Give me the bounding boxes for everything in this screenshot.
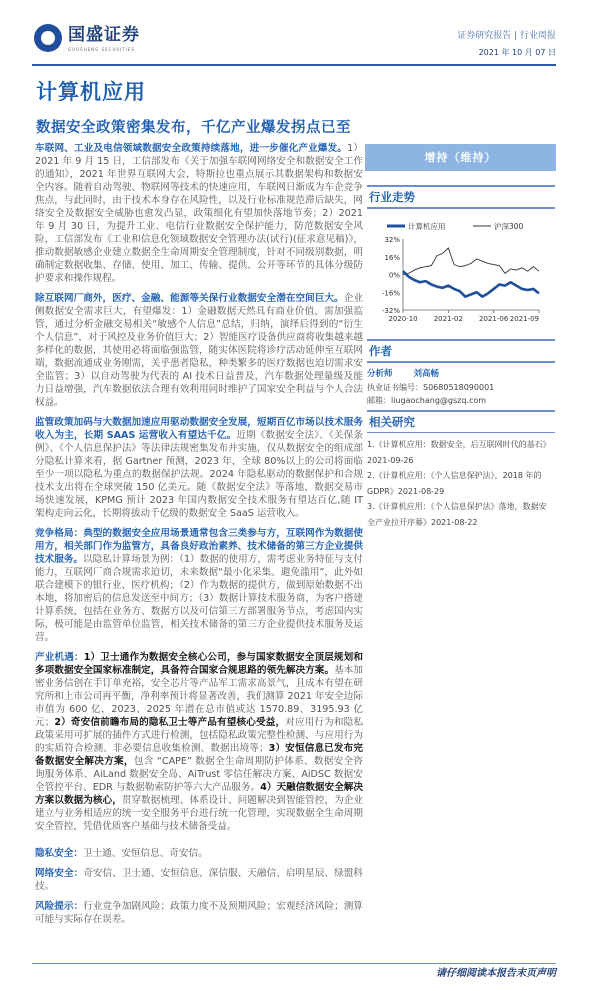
content-columns	[32, 142, 556, 933]
x-tick-label: 2021-02	[433, 315, 463, 323]
email-link[interactable]: liugaochang@gszq.com	[391, 396, 487, 405]
footer-divider	[32, 963, 556, 964]
report-paragraph	[35, 847, 363, 860]
header-divider	[32, 64, 556, 66]
report-paragraph	[35, 416, 363, 520]
x-tick-label: 2020-10	[388, 315, 418, 323]
paragraph-text: 以隐私计算场景为例：（1）数据的使用方，需考虑业务特征与支付能力，互联网厂商合规需求迫切，未来数据“最小化采集、避免滥用”，此外如联合建模下的银行业、医疗机构；（2）作为数据的提供方，做到原始数据不出本地，将加密后的信息发送至中间方；（3）数据计算技术服务商，为客户搭建计算系统，包括在业务方、数据方以及可信第三方部署服务节点，考虑国内实际，极可能是由监管单位监管，相关技术储备的第三方企业提供技术服务及运营。	[35, 554, 363, 643]
legend-label: 沪深300	[494, 222, 524, 231]
brand-logo	[34, 22, 174, 56]
trend-heading: 行业走势	[367, 185, 555, 209]
related-heading: 相关研究	[367, 410, 555, 433]
paragraph-highlight: 4）天融信数据安全解决方案以数据为核心，	[35, 782, 363, 806]
page-subtitle: 数据安全政策密集发布，千亿产业爆发拐点已至	[36, 120, 351, 136]
related-item[interactable]: 2.《计算机应用：《个人信息保护法》，2018 年的 GDPR》2021-08-29	[367, 471, 542, 496]
paragraph-text: 对应用行为和隐私政策采用可扩展的插件方式进行检测，包括隐私政策完整性检测、与应用行为的实质符合检测、非必要信息收集检测、数据出境等；	[35, 717, 364, 754]
legend-label: 计算机应用	[408, 222, 446, 231]
author-heading: 作者	[367, 339, 555, 363]
paragraph-text: 企业侧数据安全需求巨大，有望爆发：1）金融数据天然具有商业价值，需加强监管，通过分析金融交易相关“敏感个人信息”总结，归纳，演绎后得到的“衍生个人信息”，对于风控及业务价值巨大；2）智能医疗设备供应商将收集越来越多样化的数据，其使用必将面临强监管，随实体医院将诊疗活动延伸至互联网端，数据流通成业务刚需，关乎患者隐私，种类繁多的医疗数据也迫切需求安全监管；3）以自动驾驶为代表的 AI 技术日益普及，汽车数据处理量级及能力日益增强，汽车数据依法合理有效利用同时维护了国家安全利益与个人合法权益。	[35, 293, 364, 408]
paragraph-lead: 网络安全：	[35, 868, 84, 879]
paragraph-lead: 风险提示：	[35, 901, 84, 912]
related-list	[367, 437, 551, 530]
paragraph-text: 近期《数据安全法》、《关保条例》、《个人信息保护法》等法律法规密集发布并实施，仅从数据安全的组成部分隐私计算来看，据 Gartner 预测，2023 年，全球 80%以上的公司将面临至少一项以隐私为重点的数据保护法规。2024 年隐私驱动的数据保护和合规技术支出将在全球突破 150 亿美元。随《数据安全法》等落地，数据交易市场快速发展，KPMG 预计 2023 年国内数据安全技术服务有望达百亿,随 IT 架构走向云化，长期将拔动千亿级的数据安全 SaaS 运营收入。	[35, 430, 363, 519]
paragraph-lead: 产业机遇：	[35, 652, 84, 663]
email	[367, 394, 551, 407]
trend-chart-container	[365, 217, 556, 329]
report-type: 证券研究报告 | 行业周报	[457, 31, 556, 41]
sidebar	[365, 142, 556, 933]
footer-disclaimer: 请仔细阅读本报告末页声明	[436, 968, 556, 979]
series-line-computer-apps	[403, 271, 539, 297]
report-paragraph	[35, 867, 363, 893]
logo-icon	[34, 24, 62, 52]
series-line-csi300	[403, 248, 539, 275]
trend-chart	[365, 217, 555, 329]
paragraph-lead: 车联网、工业及电信领域数据安全政策持续落地，进一步催化产业爆发。	[35, 143, 348, 154]
y-tick-label: 16%	[384, 253, 400, 262]
report-paragraph	[35, 900, 363, 926]
x-tick-label: 2021-09	[509, 315, 539, 323]
report-date: 2021 年 10 月 07 日	[478, 48, 556, 57]
paragraph-highlight: 1）卫士通作为数据安全核心公司，参与国家数据安全顶层规划和多项数据安全国家标准制定，具备符合国家合规思路的领先解决方案。	[35, 652, 363, 676]
report-paragraph	[35, 292, 363, 409]
analyst	[367, 368, 551, 381]
x-tick-label: 2021-06	[479, 315, 509, 323]
brand-name: 国盛证券	[68, 25, 140, 45]
report-paragraph	[35, 142, 363, 285]
paragraph-highlight: 2）奇安信前瞻布局的隐私卫士等产品有望核心受益，	[54, 717, 286, 728]
rating-badge: 增持（维持）	[365, 144, 556, 171]
paragraph-lead: 除互联网厂商外，医疗、金融、能源等关保行业数据安全潜在空间巨大。	[35, 293, 344, 304]
y-tick-label: 32%	[384, 236, 400, 244]
related-item[interactable]: 1.《计算机应用：数据安全，后互联网时代的基石》2021-09-26	[367, 440, 551, 465]
license-label: 执业证书编号：	[367, 383, 423, 392]
report-body	[35, 142, 363, 933]
page-header	[32, 22, 556, 64]
email-label: 邮箱：	[367, 396, 391, 405]
license-number: S0680518090001	[423, 383, 495, 392]
related-item[interactable]: 3.《计算机应用：《个人信息保护法》落地，数据安全产业拉开序幕》2021-08-22	[367, 502, 547, 527]
license	[367, 381, 551, 394]
report-paragraph	[35, 651, 363, 833]
analyst-name: 刘高畅	[413, 369, 439, 379]
analyst-label: 分析师	[367, 369, 393, 379]
paragraph-text: 奇安信、卫士通、安恒信息、深信服、天融信、启明星辰、绿盟科技。	[35, 868, 364, 892]
paragraph-text: 卫士通、安恒信息、奇安信。	[82, 848, 208, 859]
paragraph-lead: 隐私安全：	[35, 848, 83, 859]
y-tick-label: -16%	[381, 289, 400, 298]
paragraph-highlight: 3）安恒信息已发布完备数据安全解决方案，	[35, 743, 364, 767]
paragraph-text: 1）2021 年 9 月 15 日，工信部发布《关于加强车联网网络安全和数据安全工作的通知》，2021 年世界互联网大会，特斯拉也重点展示其数据架构和数据安全内容。随着自动驾驶、物联网等技术的快速应用，车联网日渐成为车企竞争焦点，与此同时，由于技术本身存在风险性，以及行业标准规范滞后缺失，网络安全及数据安全威胁也愈发凸显，政策细化有望加快落地节奏；2）2021 年 9 月 30 日，为提升工业、电信行业数据安全保护能力，防范数据安全风险，工信部发布《工业和信息化领域数据安全管理办法(试行)(征求意见稿)》，推动数据敏感企业建立数据全生命周期安全管理制度，针对不同级别数据，明确制定数据收集、存储、使用、加工、传输、提供、公开等环节的具体分级防护要求和操作规程。	[35, 143, 363, 284]
paragraph-text: 贯穿数据梳理、体系设计、问题解决到智能管控，为企业建立与业务相适应的统一安全服务平台进行统一化管理，实现数据全生命周期安全管控，凭借优质客户基础与技术储备受益。	[35, 795, 364, 832]
paragraph-lead: 竞争格局：典型的数据安全应用场景通常包含三类参与方，互联网作为数据使用方，相关部门作为监管方，具备良好政治素养、技术储备的第三方企业提供技术服务。	[35, 528, 363, 565]
page-title: 计算机应用	[36, 80, 146, 104]
y-tick-label: 0%	[388, 271, 400, 280]
paragraph-text: 行业竞争加剧风险；政策力度不及预期风险；宏观经济风险；测算可能与实际存在误差。	[35, 901, 364, 925]
paragraph-text: 基本加密业务信创在手订单充裕，安全芯片等产品军工需求高景气，且成本有望在研究所和上市公司再平衡，净利率预计将显著改善，我们测算 2021 年安全边际市值为 600 亿，2023、2025 年潜在总市值或达 1570.89、3195.93 亿元；	[35, 665, 364, 728]
report-paragraph	[35, 527, 363, 644]
y-tick-label: -32%	[381, 307, 400, 315]
brand-name-en: GUOSHENG SECURITIES	[68, 47, 136, 52]
paragraph-lead: 监管政策加码与大数据加速应用驱动数据安全发展，短期百亿市场以技术服务收入为主，长期 SAAS 运营收入有望达千亿。	[35, 417, 363, 441]
paragraph-text: 包含 “CAPE” 数据全生命周期防护体系、数据安全咨询服务体系、AiLand 数据安全岛、AiTrust 零信任解决方案、AiDSC 数据安全管控平台、EDR 与数据勒索防护等六大产品服务。	[35, 756, 363, 793]
